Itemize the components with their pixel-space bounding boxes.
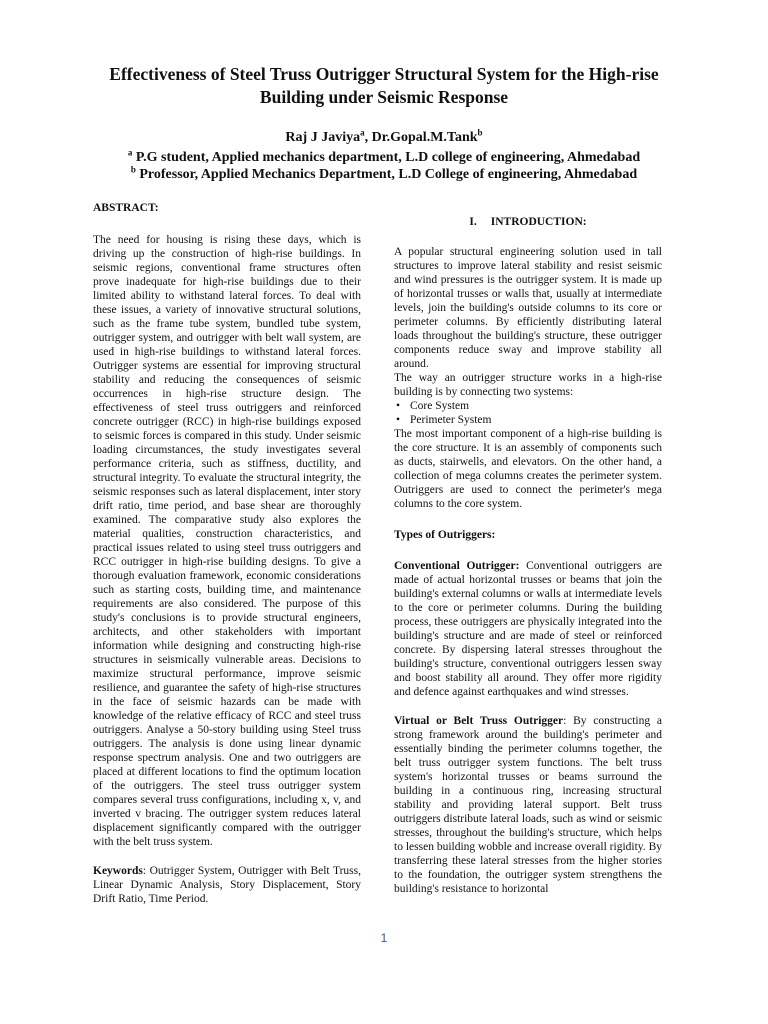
abstract-heading: ABSTRACT:	[93, 202, 159, 214]
paper-title: Effectiveness of Steel Truss Outrigger Structural System for the High-rise Building under Seismic Response	[109, 64, 659, 107]
page-number: 1	[380, 931, 388, 945]
abstract-body: The need for housing is rising these days, which is driving up the construction of high-rise buildings. In seismic regions, conventional frame structures often prove inadequate for high-rise buildings due to their limited ability to withstand lateral forces. To deal with these issues, a variety of innovative structural solutions, such as the frame tube system, bundled tube system, outrigger system, and outrigger with belt wall system, are used in high-rise buildings to withstand lateral forces. Outrigger systems are essential for improving structural stability and reducing the consequences of seismic occurrences in high-rise structure design. The effectiveness of steel truss outriggers and reinforced concrete outrigger (RCC) in high-rise buildings exposed to seismic forces is compared in this study. Under seismic loading circumstances, the study investigates several performance criteria, such as stiffness, ductility, and structural integrity. To evaluate the structural integrity, the seismic responses such as lateral displacement, inter story drift ratio, time period, and base shear are thoroughly examined. The comparative study also explores the material qualities, construction characteristics, and practical issues related to using steel truss outriggers and RCC outrigger in high-rise building designs. To give a thorough evaluation framework, economic considerations such as starting costs, building time, and maintenance requirements are also considered. The purpose of this study's conclusions is to provide structural engineers, architects, and other stakeholders with important information while designing and constructing high-rise structures in seismically vulnerable areas. Decisions to maximize structural performance, improve seismic resilience, and guarantee the safety of high-rise structures in the face of seismic hazards can be made with knowledge of the relative efficacy of RCC and steel truss outriggers. Analyse a 50-story building using Steel truss outriggers. The analysis is done using linear dynamic response spectrum analysis. One and two outriggers are placed at different locations to find the optimum location of the outriggers. The steel truss outrigger system compares several truss configurations, including x, v, and inverted v bracing. The outrigger system reduces lateral displacement significantly compared with the outrigger with the belt truss system.	[93, 234, 361, 848]
author-name: Raj J Javiya	[285, 130, 361, 145]
conventional-label: Conventional Outrigger:	[394, 560, 520, 572]
affiliation-b	[0, 166, 768, 184]
virtual-label: Virtual or Belt Truss Outrigger	[394, 715, 564, 727]
affiliation-superscript: b	[130, 164, 136, 175]
section-number: I.	[469, 216, 477, 228]
section-title: INTRODUCTION:	[490, 216, 587, 228]
bullet-list	[394, 399, 662, 427]
affiliation-a	[0, 149, 768, 167]
virtual-text: : By constructing a strong framework around the building's perimeter and essentially binding the perimeter columns together, the belt truss outrigger system functions. The belt truss system's horizontal trusses or beams surround the building in a continuous ring, increasing structural stability and providing lateral support. Belt truss outriggers distribute lateral loads, such as wind or seismic stresses, throughout the building's structure, which helps to lessen building wobble and increase overall rigidity. By transferring these lateral stresses from the higher stories to the foundation, the outrigger system strengthens the building's resistance to horizontal	[394, 715, 662, 895]
affiliation-text: P.G student, Applied mechanics department, L.D college of engineering, Ahmedabad	[132, 150, 641, 165]
author-name: Dr.Gopal.M.Tank	[371, 130, 478, 145]
types-heading: Types of Outriggers:	[394, 529, 496, 541]
list-item: • Core System	[410, 399, 662, 413]
author-separator: ,	[364, 130, 372, 145]
intro-paragraph-3: The most important component of a high-rise building is the core structure. It is an assembly of components such as ducts, stairwells, and elevators. On the other hand, a collection of mega columns creates the perimeter system. Outriggers are used to connect the perimeter's mega columns to the core system.	[394, 428, 662, 510]
conventional-text: Conventional outriggers are made of actual horizontal trusses or beams that join the building's external columns or walls at intermediate levels to the core or perimeter columns. During the building process, these outriggers are physically integrated into the building's structure and are made of steel or reinforced concrete. By dispersing lateral stresses throughout the building's structure, conventional outriggers lessen sway and boost stability all around. They offer more rigidity and defence against earthquakes and wind stresses.	[394, 560, 662, 698]
intro-paragraph-2: The way an outrigger structure works in a high-rise building is by connecting two systems:	[394, 372, 662, 398]
author-superscript: a	[360, 127, 365, 138]
introduction-heading	[394, 216, 662, 228]
list-item: • Perimeter System	[410, 413, 662, 427]
virtual-paragraph	[394, 714, 662, 896]
author-line	[0, 129, 768, 147]
conventional-paragraph	[394, 559, 662, 699]
left-column	[93, 233, 361, 906]
author-superscript: b	[477, 127, 483, 138]
keywords-paragraph	[93, 864, 361, 906]
affiliation-superscript: a	[127, 147, 133, 158]
keywords-label: Keywords	[93, 865, 143, 877]
keywords-text: : Outrigger System, Outrigger with Belt Truss, Linear Dynamic Analysis, Story Displacement, Story Drift Ratio, Time Period.	[93, 865, 361, 905]
right-column	[394, 245, 662, 896]
intro-paragraph-1: A popular structural engineering solution used in tall structures to improve lateral stability and resist seismic and wind pressures is the outrigger system. It is made up of horizontal trusses or walls that, usually at intermediate levels, join the building's outside columns to its core or perimeter columns. By efficiently distributing lateral loads throughout the building's structure, these outrigger components reduce sway and improve stability all around.	[394, 246, 662, 370]
affiliation-text: Professor, Applied Mechanics Department, L.D College of engineering, Ahmedabad	[135, 167, 638, 182]
